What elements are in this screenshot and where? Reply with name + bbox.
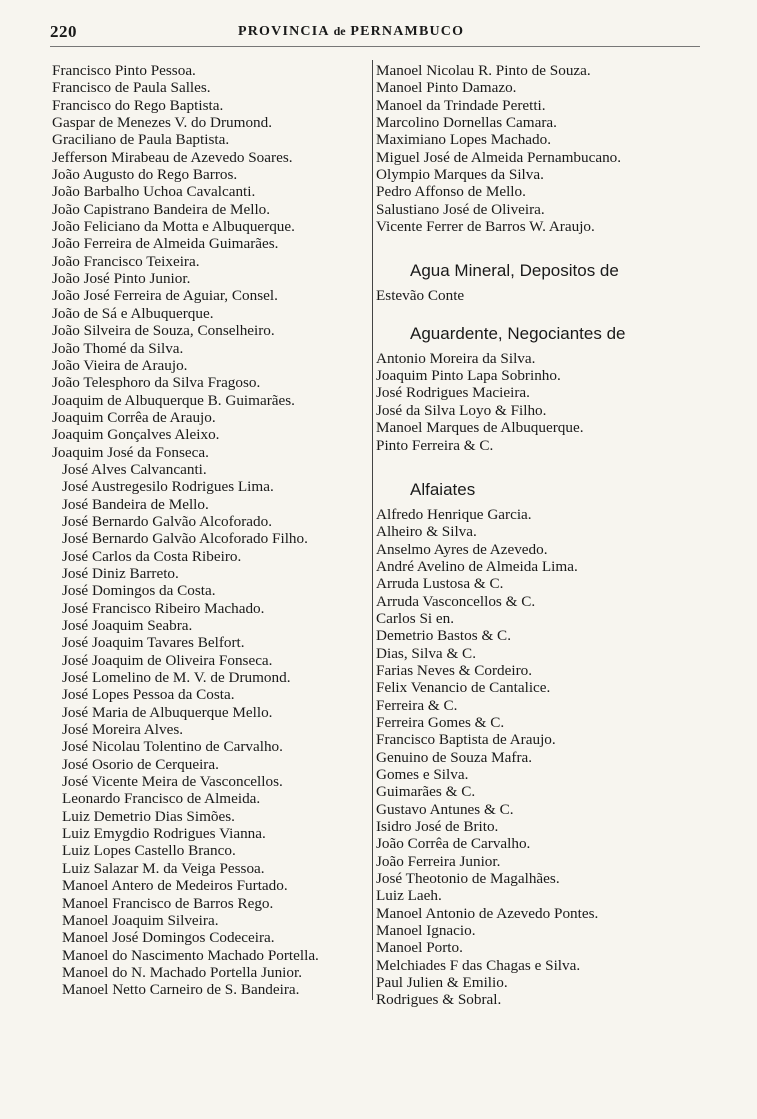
running-head-de: de (333, 24, 346, 38)
directory-entry: Miguel José de Almeida Pernambucano. (376, 148, 622, 166)
directory-entry: Manoel Porto. (376, 939, 463, 957)
directory-entry: João Capistrano Bandeira de Mello. (52, 200, 271, 218)
directory-entry: João José Ferreira de Aguiar, Consel. (52, 287, 278, 305)
directory-entry: Joaquim Gonçalves Aleixo. (52, 426, 220, 444)
header-rule (50, 46, 700, 47)
directory-entry: Manoel Ignacio. (376, 922, 476, 940)
directory-entry: José Bernardo Galvão Alcoforado. (62, 512, 273, 530)
directory-entry: José Maria de Albuquerque Mello. (62, 703, 273, 721)
directory-entry: José Bernardo Galvão Alcoforado Filho. (62, 530, 308, 548)
directory-entry: Ferreira & C. (376, 696, 458, 714)
directory-entry: João Corrêa de Carvalho. (376, 835, 531, 853)
directory-entry: Manoel Antero de Medeiros Furtado. (62, 877, 288, 895)
directory-entry: Guimarães & C. (376, 783, 476, 801)
directory-entry: Joaquim José da Fonseca. (52, 443, 209, 461)
directory-entry: Rodrigues & Sobral. (376, 991, 502, 1009)
directory-entry: Dias, Silva & C. (376, 644, 476, 662)
directory-entry: João Thomé da Silva. (52, 339, 184, 357)
directory-entry: Manoel da Trindade Peretti. (376, 96, 546, 114)
directory-entry: Carlos Si en. (376, 609, 455, 627)
directory-entry: José Theotonio de Magalhães. (376, 870, 560, 888)
directory-entry: Alfredo Henrique Garcia. (376, 505, 532, 523)
directory-entry: José Vicente Meira de Vasconcellos. (62, 773, 283, 791)
directory-entry: Manoel Antonio de Azevedo Pontes. (376, 904, 599, 922)
directory-entry: Estevão Conte (376, 287, 465, 305)
directory-entry: João Augusto do Rego Barros. (52, 166, 238, 184)
directory-entry: José Austregesilo Rodrigues Lima. (62, 478, 274, 496)
directory-entry: Graciliano de Paula Baptista. (52, 131, 230, 149)
directory-entry: Vicente Ferrer de Barros W. Araujo. (376, 218, 595, 236)
directory-entry: Manoel Francisco de Barros Rego. (62, 894, 274, 912)
directory-entry: Melchiades F das Chagas e Silva. (376, 956, 581, 974)
directory-entry: Joaquim Pinto Lapa Sobrinho. (376, 367, 561, 385)
directory-entry: Joaquim Corrêa de Araujo. (52, 408, 216, 426)
directory-entry: Gustavo Antunes & C. (376, 800, 514, 818)
directory-entry: Alheiro & Silva. (376, 523, 477, 541)
directory-entry: José Carlos da Costa Ribeiro. (62, 547, 242, 565)
directory-entry: José Diniz Barreto. (62, 564, 179, 582)
section-spacer (376, 454, 706, 480)
section-heading: Agua Mineral, Depositos de (410, 261, 619, 281)
directory-entry: Luiz Emygdio Rodrigues Vianna. (62, 825, 266, 843)
directory-entry: Francisco do Rego Baptista. (52, 96, 224, 114)
directory-entry: Joaquim de Albuquerque B. Guimarães. (52, 391, 295, 409)
directory-entry: João Feliciano da Motta e Albuquerque. (52, 218, 295, 236)
directory-entry: Arruda Vasconcellos & C. (376, 592, 536, 610)
directory-entry: Olympio Marques da Silva. (376, 166, 544, 184)
directory-entry: João Francisco Teixeira. (52, 252, 200, 270)
directory-entry: Luiz Lopes Castello Branco. (62, 842, 236, 860)
directory-entry: José da Silva Loyo & Filho. (376, 401, 547, 419)
column-divider (372, 60, 373, 1000)
directory-entry: João de Sá e Albuquerque. (52, 304, 214, 322)
directory-entry: Jefferson Mirabeau de Azevedo Soares. (52, 148, 293, 166)
page-number: 220 (50, 22, 77, 41)
directory-entry: João Telesphoro da Silva Fragoso. (52, 374, 261, 392)
directory-entry: Marcolino Dornellas Camara. (376, 114, 557, 132)
running-head (238, 24, 464, 40)
page-header (50, 20, 700, 44)
directory-entry: Ferreira Gomes & C. (376, 713, 505, 731)
directory-entry: Maximiano Lopes Machado. (376, 131, 552, 149)
right-column (376, 62, 706, 1009)
directory-entry: Francisco Pinto Pessoa. (52, 62, 196, 79)
directory-entry: José Rodrigues Macieira. (376, 384, 530, 402)
directory-entry: José Lomelino de M. V. de Drumond. (62, 669, 291, 687)
directory-entry: José Joaquim de Oliveira Fonseca. (62, 651, 273, 669)
directory-entry: Pinto Ferreira & C. (376, 436, 494, 454)
section-heading: Alfaiates (410, 479, 476, 499)
directory-entry: João Silveira de Souza, Conselheiro. (52, 322, 275, 340)
directory-entry: João José Pinto Junior. (52, 270, 191, 288)
directory-entry: José Joaquim Seabra. (62, 617, 193, 634)
directory-entry: João Barbalho Uchoa Cavalcanti. (52, 183, 256, 201)
directory-entry: João Ferreira de Almeida Guimarães. (52, 235, 279, 253)
directory-entry: Manoel do Nascimento Machado Portella. (62, 946, 319, 964)
directory-entry: Luiz Demetrio Dias Simões. (62, 807, 235, 825)
directory-entry: José Bandeira de Mello. (62, 495, 209, 513)
directory-entry: Demetrio Bastos & C. (376, 627, 511, 645)
directory-entry: Francisco Baptista de Araujo. (376, 731, 556, 749)
section-spacer (376, 305, 706, 324)
directory-entry: Francisco de Paula Salles. (52, 79, 211, 97)
directory-entry: Arruda Lustosa & C. (376, 575, 504, 593)
directory-entry: José Domingos da Costa. (62, 582, 216, 600)
running-head-province: PROVINCIA (238, 24, 329, 39)
left-column (52, 62, 370, 999)
directory-entry: Felix Venancio de Cantalice. (376, 679, 551, 697)
directory-entry: Manoel Nicolau R. Pinto de Souza. (376, 62, 591, 79)
directory-entry: José Joaquim Tavares Belfort. (62, 634, 245, 652)
section-heading: Aguardente, Negociantes de (410, 323, 626, 343)
directory-entry: João Vieira de Araujo. (52, 356, 188, 374)
directory-entry: Manoel Netto Carneiro de S. Bandeira. (62, 981, 300, 999)
directory-entry: Paul Julien & Emilio. (376, 974, 508, 992)
directory-entry: André Avelino de Almeida Lima. (376, 557, 578, 575)
directory-entry: Pedro Affonso de Mello. (376, 183, 526, 201)
directory-entry: Leonardo Francisco de Almeida. (62, 790, 261, 808)
directory-entry: José Nicolau Tolentino de Carvalho. (62, 738, 283, 756)
directory-entry: Manoel José Domingos Codeceira. (62, 929, 275, 947)
directory-entry: Isidro José de Brito. (376, 818, 499, 836)
directory-entry: Manoel Joaquim Silveira. (62, 911, 219, 929)
running-head-state: PERNAMBUCO (350, 24, 465, 39)
directory-entry: José Lopes Pessoa da Costa. (62, 686, 235, 704)
directory-entry: Manoel Marques de Albuquerque. (376, 419, 584, 437)
directory-entry: Anselmo Ayres de Azevedo. (376, 540, 548, 558)
directory-entry: Salustiano José de Oliveira. (376, 200, 545, 218)
directory-entry: Luiz Salazar M. da Veiga Pessoa. (62, 859, 265, 877)
directory-entry: José Moreira Alves. (62, 721, 184, 739)
directory-entry: Gaspar de Menezes V. do Drumond. (52, 114, 273, 132)
directory-entry: Manoel Pinto Damazo. (376, 79, 517, 97)
directory-entry: Gomes e Silva. (376, 766, 469, 783)
directory-entry: Genuino de Souza Mafra. (376, 748, 533, 766)
directory-entry: José Alves Calvancanti. (62, 460, 207, 478)
directory-entry: Luiz Laeh. (376, 887, 442, 905)
directory-entry: Farias Neves & Cordeiro. (376, 661, 533, 679)
directory-entry: João Ferreira Junior. (376, 852, 501, 870)
section-spacer (376, 235, 706, 261)
directory-entry: José Francisco Ribeiro Machado. (62, 599, 265, 617)
directory-entry: Manoel do N. Machado Portella Junior. (62, 963, 303, 981)
directory-entry: Antonio Moreira da Silva. (376, 349, 536, 367)
directory-entry: José Osorio de Cerqueira. (62, 755, 219, 773)
